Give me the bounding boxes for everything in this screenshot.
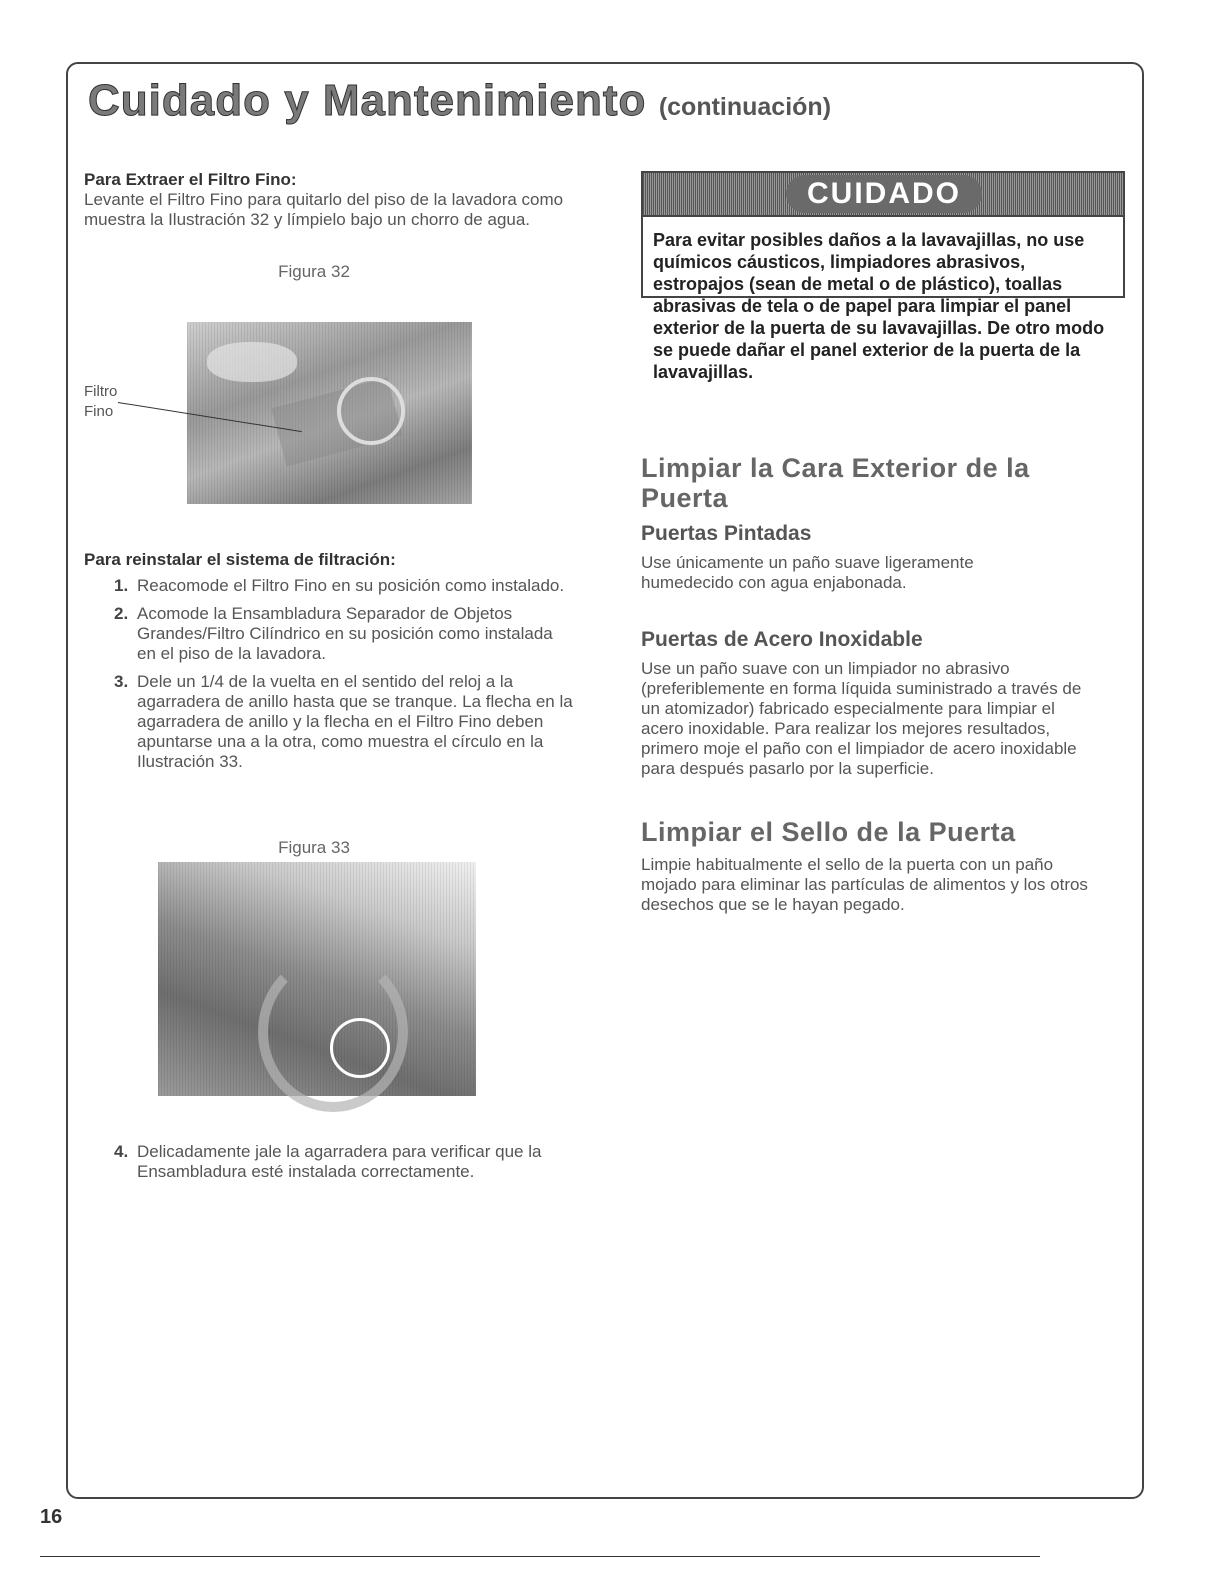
list-item xyxy=(84,604,574,664)
reinstall-section xyxy=(84,550,584,772)
remove-filter-text: Levante el Filtro Fino para quitarlo del piso de la lavadora como muestra la Ilustración 32 y límpielo bajo un chorro de agua. xyxy=(84,190,564,229)
painted-text: Use únicamente un paño suave ligeramente humedecido con agua enjabonada. xyxy=(641,553,974,592)
page-number: 16 xyxy=(40,1506,63,1528)
remove-filter-heading: Para Extraer el Filtro Fino: xyxy=(84,170,297,189)
step-number: 1. xyxy=(114,576,129,595)
steel-heading: Puertas de Acero Inoxidable xyxy=(641,628,923,651)
painted-heading: Puertas Pintadas xyxy=(641,522,812,545)
caution-banner xyxy=(643,173,1123,217)
reinstall-steps xyxy=(84,576,574,772)
figure-33-image xyxy=(158,862,476,1096)
highlight-circle xyxy=(330,1018,390,1078)
caution-text: Para evitar posibles daños a la lavavajillas, no use químicos cáusticos, limpiadores abrasivos, estropajos (sean de metal o de plástico), toallas abrasivas de tela o de papel para limpiar el panel exterior de la puerta de su lavavajillas. De otro modo se puede dañar el panel exterior de la puerta de la lavavajillas. xyxy=(653,230,1105,382)
title-sub: (continuación) xyxy=(658,93,832,121)
figure-33-caption: Figura 33 xyxy=(278,838,350,857)
step-number: 2. xyxy=(114,604,129,623)
caution-box xyxy=(641,171,1125,382)
page-title xyxy=(88,76,831,126)
figure-32-caption: Figura 32 xyxy=(278,262,350,281)
step-text: Dele un 1/4 de la vuelta en el sentido del reloj a la agarradera de anillo hasta que se tranque. La flecha en la agarradera de anillo y la flecha en el Filtro Fino deben apuntarse una a la otra, como muestra el círculo en la Ilustración 33. xyxy=(137,672,573,771)
seal-heading: Limpiar el Sello de la Puerta xyxy=(641,817,1016,847)
figure-32-image xyxy=(187,322,472,504)
step-text: Delicadamente jale la agarradera para verificar que la Ensambladura esté instalada correctamente. xyxy=(137,1142,542,1181)
step-number: 4. xyxy=(114,1142,129,1161)
seal-text: Limpie habitualmente el sello de la puerta con un paño mojado para eliminar las partículas de alimentos y los otros desechos que se le hayan pegado. xyxy=(641,855,1088,914)
step-text: Reacomode el Filtro Fino en su posición como instalado. xyxy=(137,576,565,595)
exterior-heading: Limpiar la Cara Exterior de la Puerta xyxy=(641,453,1030,513)
step-text: Acomode la Ensambladura Separador de Objetos Grandes/Filtro Cilíndrico en su posición como instalada en el piso de la lavadora. xyxy=(137,604,553,663)
list-item xyxy=(84,576,574,596)
step-number: 3. xyxy=(114,672,129,691)
steel-text: Use un paño suave con un limpiador no abrasivo (preferiblemente en forma líquida suministrado a través de un atomizador) fabricado especialmente para limpiar el acero inoxidable. Para realizar los mejores resultados, primero moje el paño con el limpiador de acero inoxidable para después pasarlo por la superficie. xyxy=(641,659,1082,778)
list-item xyxy=(84,672,574,772)
list-item xyxy=(84,1142,574,1182)
exterior-section xyxy=(641,453,1111,915)
reinstall-heading: Para reinstalar el sistema de filtración: xyxy=(84,550,396,569)
title-main: Cuidado y Mantenimiento xyxy=(88,76,647,125)
filter-label: Filtro Fino xyxy=(84,383,118,420)
left-column xyxy=(84,170,584,282)
bottom-rule xyxy=(40,1556,1040,1557)
caution-label: CUIDADO xyxy=(786,175,982,213)
reinstall-step-4 xyxy=(84,1142,574,1182)
